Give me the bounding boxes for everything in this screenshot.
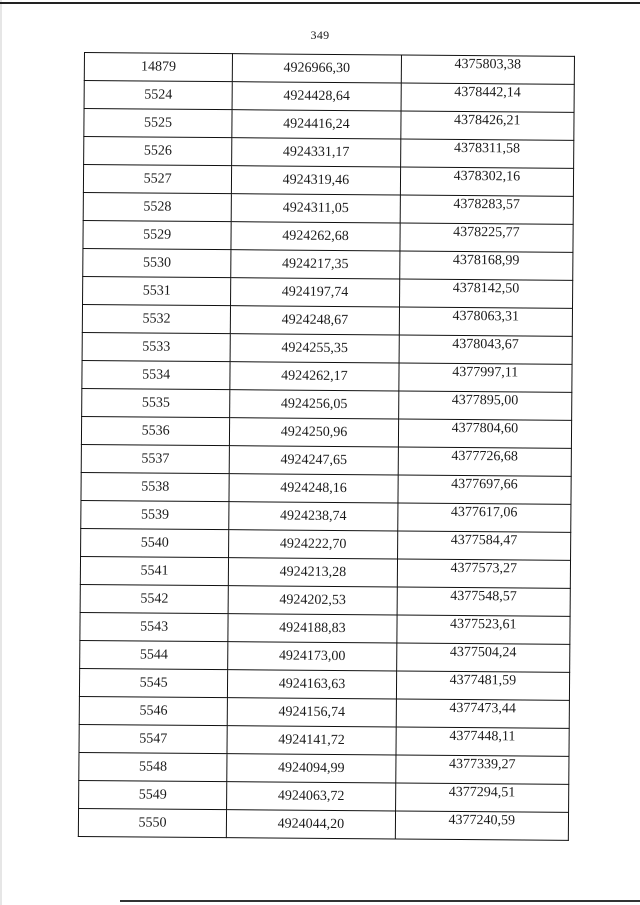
point-number-cell: 5531	[83, 276, 231, 305]
y-coordinate-value: 4378043,67	[452, 336, 519, 353]
point-number-cell: 5527	[83, 165, 231, 194]
table-row	[83, 248, 573, 280]
y-coordinate-value: 4377617,06	[450, 504, 518, 521]
x-coordinate-cell: 4924428,64	[232, 82, 401, 111]
y-coordinate-cell	[396, 727, 570, 756]
y-coordinate-value: 4377473,44	[449, 700, 516, 717]
point-number-cell: 5550	[78, 808, 226, 837]
y-coordinate-cell	[401, 83, 575, 112]
table-row	[79, 724, 569, 756]
x-coordinate-cell: 4924156,74	[227, 698, 396, 727]
y-coordinate-cell	[399, 335, 573, 364]
table-row	[84, 137, 574, 169]
y-coordinate-cell	[400, 139, 574, 168]
y-coordinate-cell	[398, 419, 572, 448]
point-number-cell: 5524	[84, 81, 232, 110]
y-coordinate-cell	[398, 391, 572, 420]
table-row	[82, 360, 572, 392]
y-coordinate-value: 4378142,50	[452, 280, 520, 297]
y-coordinate-cell	[400, 195, 574, 224]
point-number-cell: 5528	[83, 192, 231, 221]
point-number-cell: 5537	[81, 444, 229, 473]
table-row	[84, 81, 574, 113]
x-coordinate-cell: 4924319,46	[232, 166, 401, 195]
y-coordinate-cell	[399, 279, 573, 308]
y-coordinate-value: 4378311,58	[454, 140, 521, 157]
point-number-cell: 5533	[82, 332, 230, 361]
x-coordinate-cell: 4924063,72	[227, 782, 396, 811]
x-coordinate-cell: 4924173,00	[228, 642, 397, 671]
x-coordinate-cell: 4924188,83	[228, 614, 397, 643]
y-coordinate-value: 4377997,11	[452, 364, 519, 381]
table-row	[79, 668, 569, 700]
point-number-cell: 5525	[84, 109, 232, 138]
y-coordinate-value: 4377726,68	[451, 448, 518, 465]
point-number-cell: 5549	[79, 780, 227, 809]
x-coordinate-cell: 4924262,68	[231, 222, 400, 251]
y-coordinate-cell	[400, 111, 574, 140]
y-coordinate-cell	[395, 811, 569, 840]
table-row	[82, 388, 572, 420]
table-row	[80, 640, 570, 672]
x-coordinate-cell: 4924247,65	[229, 446, 398, 475]
table-row	[83, 192, 573, 224]
point-number-cell: 14879	[84, 53, 232, 82]
table-row	[83, 276, 573, 308]
point-number-cell: 5538	[81, 472, 229, 501]
y-coordinate-value: 4377240,59	[448, 812, 516, 829]
x-coordinate-cell: 4924311,05	[231, 194, 400, 223]
point-number-cell: 5541	[80, 556, 228, 585]
x-coordinate-cell: 4924094,99	[227, 754, 396, 783]
x-coordinate-cell: 4924213,28	[229, 558, 398, 587]
y-coordinate-cell	[400, 223, 574, 252]
coordinates-table	[78, 52, 575, 841]
x-coordinate-cell: 4924248,16	[229, 474, 398, 503]
y-coordinate-value: 4377548,57	[450, 588, 517, 605]
y-coordinate-cell	[396, 643, 570, 672]
table-row	[80, 612, 570, 644]
point-number-cell: 5545	[79, 668, 227, 697]
y-coordinate-value: 4377573,27	[450, 560, 518, 577]
y-coordinate-value: 4377697,66	[451, 476, 518, 493]
x-coordinate-cell: 4924250,96	[230, 418, 399, 447]
table-row	[81, 444, 571, 476]
y-coordinate-cell	[397, 503, 571, 532]
y-coordinate-cell	[398, 447, 572, 476]
point-number-cell: 5530	[83, 248, 231, 277]
point-number-cell: 5539	[81, 500, 229, 529]
point-number-cell: 5543	[80, 612, 228, 641]
y-coordinate-cell	[395, 755, 569, 784]
y-coordinate-value: 4378302,16	[453, 168, 521, 185]
table-row	[80, 584, 570, 616]
y-coordinate-cell	[396, 699, 570, 728]
y-coordinate-cell	[398, 475, 572, 504]
table-row	[79, 780, 569, 812]
table-row	[82, 304, 572, 336]
table-row	[81, 472, 571, 504]
y-coordinate-value: 4377504,24	[449, 644, 517, 661]
y-coordinate-value: 4375803,38	[454, 56, 522, 73]
x-coordinate-cell: 4924202,53	[228, 586, 397, 615]
bottom-border-line	[120, 900, 640, 902]
y-coordinate-cell	[400, 167, 574, 196]
x-coordinate-cell: 4924238,74	[229, 502, 398, 531]
point-number-cell: 5529	[83, 220, 231, 249]
table-row	[80, 556, 570, 588]
y-coordinate-value: 4377584,47	[450, 532, 518, 549]
y-coordinate-value: 4377481,59	[449, 672, 517, 689]
point-number-cell: 5546	[79, 696, 227, 725]
point-number-cell: 5532	[82, 304, 230, 333]
table-row	[84, 109, 574, 141]
point-number-cell: 5544	[80, 640, 228, 669]
table-row	[81, 528, 571, 560]
point-number-cell: 5540	[81, 528, 229, 557]
x-coordinate-cell: 4924416,24	[232, 110, 401, 139]
page-number: 349	[310, 28, 330, 42]
y-coordinate-value: 4378442,14	[454, 84, 521, 101]
table-row	[83, 165, 573, 197]
x-coordinate-cell: 4924163,63	[228, 670, 397, 699]
point-number-cell: 5542	[80, 584, 228, 613]
y-coordinate-value: 4377523,61	[450, 616, 517, 633]
y-coordinate-cell	[396, 671, 570, 700]
point-number-cell: 5536	[81, 416, 229, 445]
y-coordinate-value: 4378283,57	[453, 196, 520, 213]
y-coordinate-cell	[399, 307, 573, 336]
table-row	[81, 500, 571, 532]
point-number-cell: 5534	[82, 360, 230, 389]
y-coordinate-value: 4378426,21	[453, 112, 521, 129]
table-row	[79, 696, 569, 728]
y-coordinate-cell	[399, 251, 573, 280]
point-number-cell: 5535	[82, 388, 230, 417]
y-coordinate-value: 4377895,00	[451, 392, 519, 409]
point-number-cell: 5526	[84, 137, 232, 166]
x-coordinate-cell: 4924222,70	[229, 530, 398, 559]
x-coordinate-cell: 4924217,35	[231, 250, 400, 279]
y-coordinate-cell	[398, 363, 572, 392]
point-number-cell: 5548	[79, 752, 227, 781]
table-row	[83, 220, 573, 252]
y-coordinate-value: 4377339,27	[448, 756, 516, 773]
x-coordinate-cell: 4924197,74	[231, 278, 400, 307]
scan-edge	[0, 0, 2, 905]
y-coordinate-cell	[397, 615, 571, 644]
table-row	[82, 332, 572, 364]
y-coordinate-cell	[395, 783, 569, 812]
y-coordinate-cell	[401, 55, 575, 84]
y-coordinate-value: 4377448,11	[449, 728, 516, 745]
y-coordinate-value: 4378168,99	[452, 252, 520, 269]
y-coordinate-cell	[397, 531, 571, 560]
x-coordinate-cell: 4924255,35	[230, 334, 399, 363]
table-row	[81, 416, 571, 448]
top-border-line	[0, 2, 640, 4]
table-row	[79, 752, 569, 784]
x-coordinate-cell: 4926966,30	[233, 54, 402, 83]
x-coordinate-cell: 4924331,17	[232, 138, 401, 167]
x-coordinate-cell: 4924141,72	[227, 726, 396, 755]
x-coordinate-cell: 4924044,20	[227, 810, 396, 839]
x-coordinate-cell: 4924248,67	[231, 306, 400, 335]
y-coordinate-value: 4378225,77	[453, 224, 520, 241]
table-row	[84, 53, 574, 85]
y-coordinate-value: 4378063,31	[452, 308, 520, 325]
coordinates-table-body	[78, 53, 574, 841]
y-coordinate-value: 4377294,51	[448, 784, 516, 801]
x-coordinate-cell: 4924262,17	[230, 362, 399, 391]
y-coordinate-cell	[397, 587, 571, 616]
y-coordinate-value: 4377804,60	[451, 420, 519, 437]
y-coordinate-cell	[397, 559, 571, 588]
table-row	[78, 808, 568, 840]
point-number-cell: 5547	[79, 724, 227, 753]
x-coordinate-cell: 4924256,05	[230, 390, 399, 419]
